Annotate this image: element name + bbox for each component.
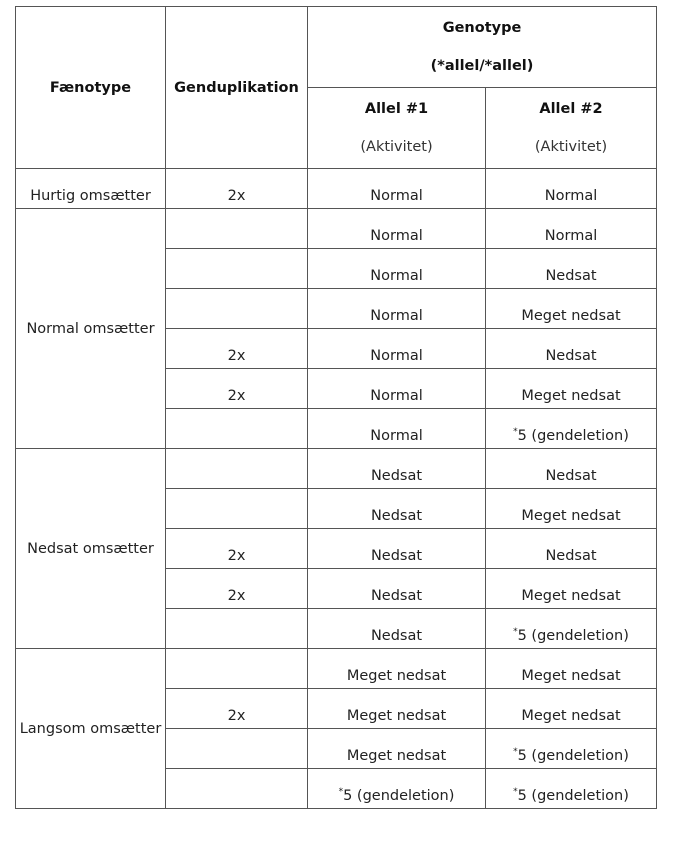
duplication-cell: 2x	[166, 529, 308, 569]
allele1-cell: Nedsat	[308, 489, 486, 529]
table-header	[16, 7, 657, 169]
table-body	[16, 169, 657, 809]
header-allele2	[486, 88, 657, 169]
duplication-cell	[166, 209, 308, 249]
duplication-cell	[166, 769, 308, 809]
header-phenotype: Fænotype	[16, 7, 166, 169]
table-row	[16, 649, 657, 689]
allele2-cell: Normal	[486, 169, 657, 209]
allele2-cell: Meget nedsat	[486, 649, 657, 689]
duplication-cell	[166, 249, 308, 289]
table-row	[16, 169, 657, 209]
header-allele1	[308, 88, 486, 169]
duplication-cell	[166, 729, 308, 769]
allele2-cell: Meget nedsat	[486, 489, 657, 529]
header-allele2-label: Allel #2	[539, 101, 603, 117]
allele1-cell: Nedsat	[308, 449, 486, 489]
allele1-cell: Nedsat	[308, 609, 486, 649]
duplication-cell: 2x	[166, 329, 308, 369]
allele2-cell: Normal	[486, 209, 657, 249]
allele1-cell: Nedsat	[308, 569, 486, 609]
duplication-cell	[166, 289, 308, 329]
allele1-cell: Meget nedsat	[308, 729, 486, 769]
duplication-cell: 2x	[166, 569, 308, 609]
allele1-cell: Normal	[308, 249, 486, 289]
duplication-cell	[166, 409, 308, 449]
allele1-cell: Normal	[308, 409, 486, 449]
allele1-cell: Nedsat	[308, 529, 486, 569]
allele1-cell: Meget nedsat	[308, 649, 486, 689]
header-genotype-sub: (*allel/*allel)	[430, 58, 534, 74]
allele2-cell: Meget nedsat	[486, 569, 657, 609]
duplication-cell	[166, 449, 308, 489]
phenotype-cell: Nedsat omsætter	[16, 449, 166, 649]
allele2-cell: *5 (gendeletion)	[486, 769, 657, 809]
allele2-cell: Nedsat	[486, 529, 657, 569]
allele1-cell: Normal	[308, 169, 486, 209]
table-row	[16, 209, 657, 249]
duplication-cell	[166, 489, 308, 529]
phenotype-cell: Langsom omsætter	[16, 649, 166, 809]
allele2-cell: Nedsat	[486, 329, 657, 369]
allele1-cell: Normal	[308, 289, 486, 329]
header-allele1-label: Allel #1	[364, 101, 429, 117]
allele2-cell: Meget nedsat	[486, 369, 657, 409]
allele2-cell: Meget nedsat	[486, 289, 657, 329]
allele1-cell: Normal	[308, 369, 486, 409]
table-row	[16, 449, 657, 489]
genotype-phenotype-table	[15, 6, 657, 809]
allele2-cell: *5 (gendeletion)	[486, 729, 657, 769]
header-allele1-activity: (Aktivitet)	[360, 139, 433, 155]
header-duplication: Genduplikation	[166, 7, 308, 169]
allele2-cell: Nedsat	[486, 249, 657, 289]
allele1-cell: Normal	[308, 329, 486, 369]
duplication-cell: 2x	[166, 169, 308, 209]
allele2-cell: Nedsat	[486, 449, 657, 489]
header-genotype-title: Genotype	[442, 20, 522, 36]
phenotype-cell: Normal omsætter	[16, 209, 166, 449]
duplication-cell: 2x	[166, 689, 308, 729]
allele1-cell: *5 (gendeletion)	[308, 769, 486, 809]
header-allele2-activity: (Aktivitet)	[534, 139, 608, 155]
phenotype-cell: Hurtig omsætter	[16, 169, 166, 209]
header-genotype	[308, 7, 657, 88]
duplication-cell	[166, 649, 308, 689]
duplication-cell	[166, 609, 308, 649]
allele2-cell: *5 (gendeletion)	[486, 409, 657, 449]
duplication-cell: 2x	[166, 369, 308, 409]
allele1-cell: Normal	[308, 209, 486, 249]
allele1-cell: Meget nedsat	[308, 689, 486, 729]
allele2-cell: Meget nedsat	[486, 689, 657, 729]
allele2-cell: *5 (gendeletion)	[486, 609, 657, 649]
